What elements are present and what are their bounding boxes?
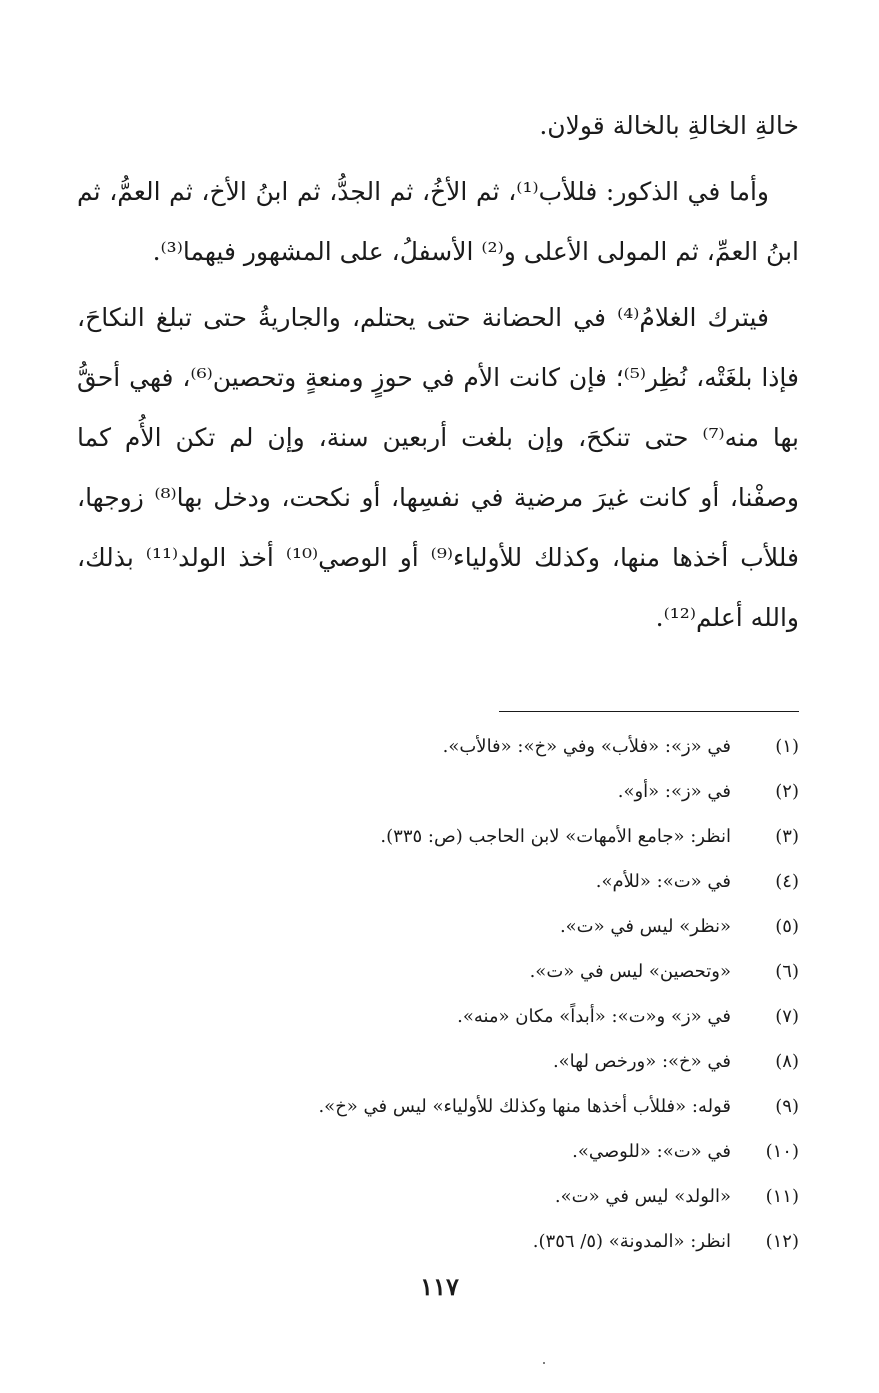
footnote-number: (٩) bbox=[775, 1096, 799, 1117]
footnote-item bbox=[77, 904, 799, 949]
footnote-item bbox=[77, 814, 799, 859]
main-text bbox=[77, 96, 799, 648]
footnote-number: (١٢) bbox=[765, 1231, 799, 1252]
paragraph-continuation: خالةِ الخالةِ بالخالة قولان. bbox=[539, 111, 799, 140]
footnote-text: في «خ»: «ورخص لها». bbox=[552, 1051, 731, 1072]
footnote-item bbox=[77, 1174, 799, 1219]
footnote-number: (١١) bbox=[765, 1186, 799, 1207]
footnote-number: (٣) bbox=[775, 826, 799, 847]
footnote-separator bbox=[499, 711, 799, 712]
scan-speck bbox=[543, 1362, 545, 1364]
footnote-text: «وتحصين» ليس في «ت». bbox=[529, 961, 731, 982]
footnote-item bbox=[77, 1084, 799, 1129]
footnote-text: «نظر» ليس في «ت». bbox=[559, 916, 731, 937]
footnote-text: في «ت»: «للوصي». bbox=[572, 1141, 731, 1162]
footnote-item bbox=[77, 994, 799, 1039]
footnote-text: في «ت»: «للأم». bbox=[595, 871, 731, 892]
footnote-item bbox=[77, 949, 799, 994]
footnote-number: (٥) bbox=[775, 916, 799, 937]
footnote-text: في «ز»: «فلأب» وفي «خ»: «فالأب». bbox=[442, 736, 731, 757]
paragraph-males: وأما في الذكور: فللأب⁽¹⁾، ثم الأخُ، ثم الجدُّ، ثم ابنُ الأخ، ثم العمُّ، ثم ابنُ العمِّ، ثم المولى الأعلى و⁽²⁾ الأسفلُ، على المشهور فيهما⁽³⁾. bbox=[77, 177, 799, 266]
footnote-text: انظر: «جامع الأمهات» لابن الحاجب (ص: ٣٣٥). bbox=[380, 826, 731, 847]
footnote-item bbox=[77, 1129, 799, 1174]
footnote-item bbox=[77, 724, 799, 769]
footnote-text: في «ز»: «أو». bbox=[617, 781, 731, 802]
footnote-number: (١) bbox=[775, 736, 799, 757]
footnote-item bbox=[77, 1219, 799, 1264]
footnote-text: قوله: «فللأب أخذها منها وكذلك للأولياء» ليس في «خ». bbox=[318, 1096, 731, 1117]
footnote-number: (٢) bbox=[775, 781, 799, 802]
footnote-number: (٨) bbox=[775, 1051, 799, 1072]
page-number: ١١٧ bbox=[420, 1272, 459, 1301]
footnote-number: (٤) bbox=[775, 871, 799, 892]
footnote-number: (١٠) bbox=[765, 1141, 799, 1162]
footnote-number: (٧) bbox=[775, 1006, 799, 1027]
footnote-text: في «ز» و«ت»: «أبداً» مكان «منه». bbox=[457, 1006, 731, 1027]
footnote-text: «الولد» ليس في «ت». bbox=[554, 1186, 731, 1207]
paragraph-custody: فيترك الغلامُ⁽⁴⁾ في الحضانة حتى يحتلم، والجاريةُ حتى تبلغ النكاحَ، فإذا بلغَتْه، نُظِر⁽⁵⁾؛ فإن كانت الأم في حوزٍ ومنعةٍ وتحصين⁽⁶⁾، فهي أحقُّ بها منه⁽⁷⁾ حتى تنكحَ، وإن بلغت أربعين سنة، وإن لم تكن الأُم كما وصفْنا، أو كانت غيرَ مرضية في نفسِها، أو نكحت، ودخل بها⁽⁸⁾ زوجها، فللأب أخذها منها، وكذلك للأولياء⁽⁹⁾ أو الوصي⁽¹⁰⁾ أخذ الولد⁽¹¹⁾ بذلك، والله أعلم⁽¹²⁾. bbox=[77, 303, 800, 632]
footnotes bbox=[77, 724, 799, 1264]
footnote-text: انظر: «المدونة» (٥/ ٣٥٦). bbox=[532, 1231, 731, 1252]
footnote-number: (٦) bbox=[775, 961, 799, 982]
footnote-item bbox=[77, 859, 799, 904]
footnote-item bbox=[77, 1039, 799, 1084]
footnote-item bbox=[77, 769, 799, 814]
